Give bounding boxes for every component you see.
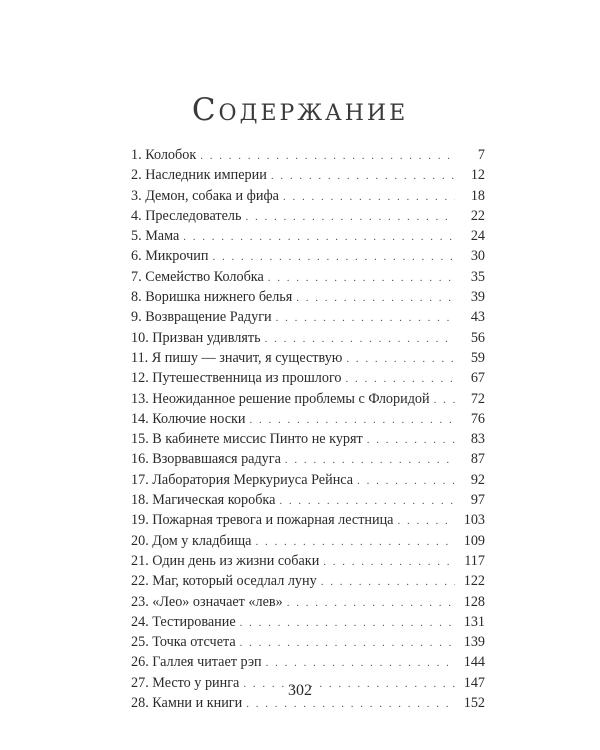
toc-entry-title: 14. Колючие носки (131, 410, 246, 427)
toc-dot-leader (268, 268, 455, 288)
toc-entry-page: 43 (470, 309, 485, 326)
toc-entry (131, 632, 485, 652)
toc-entry-page: 83 (470, 431, 485, 448)
toc-entry (131, 145, 485, 165)
page-number: 302 (288, 682, 312, 699)
toc-entry-page: 97 (470, 492, 485, 509)
toc-entry-title: 10. Призван удивлять (131, 329, 261, 346)
toc-entry (131, 652, 485, 672)
toc-dot-leader (321, 572, 455, 592)
toc-dot-leader (367, 430, 455, 450)
toc-entry-title: 27. Место у ринга (131, 674, 240, 691)
toc-entry-page: 87 (470, 451, 485, 468)
toc-entry-title: 3. Демон, собака и фифа (131, 187, 279, 204)
toc-entry (131, 592, 485, 612)
toc-entry-title: 12. Путешественница из прошлого (131, 370, 342, 387)
toc-entry-page: 35 (470, 268, 485, 285)
toc-entry (131, 287, 485, 307)
toc-dot-leader (296, 288, 455, 308)
toc-entry (131, 267, 485, 287)
toc-entry (131, 165, 485, 185)
toc-dot-leader (245, 207, 455, 227)
toc-entry-page: 117 (464, 552, 485, 569)
toc-entry-page: 147 (463, 674, 485, 691)
toc-dot-leader (285, 450, 455, 470)
toc-entry-title: 26. Галлея читает рэп (131, 654, 262, 671)
toc-entry-title: 20. Дом у кладбища (131, 532, 252, 549)
toc-entry (131, 612, 485, 632)
toc-entry (131, 510, 485, 530)
toc-dot-leader (434, 390, 455, 410)
toc-entry (131, 226, 485, 246)
toc-dot-leader (276, 308, 455, 328)
toc-entry-title: 5. Мама (131, 228, 180, 245)
toc-entry (131, 490, 485, 510)
toc-entry-page: 59 (470, 349, 485, 366)
toc-entry-page: 76 (470, 410, 485, 427)
toc-entry-title: 1. Колобок (131, 147, 197, 163)
toc-entry-page: 39 (470, 289, 485, 306)
toc-entry-title: 24. Тестирование (131, 613, 236, 630)
toc-entry (131, 348, 485, 368)
toc-entry (131, 531, 485, 551)
toc-dot-leader (183, 227, 455, 247)
toc-dot-leader (266, 653, 455, 673)
toc-entry (131, 206, 485, 226)
toc-entry-page: 7 (477, 147, 485, 163)
toc-entry (131, 449, 485, 469)
toc-entry-page: 122 (463, 573, 485, 590)
toc-dot-leader (255, 532, 455, 552)
toc-dot-leader (265, 329, 455, 349)
toc-entry (131, 328, 485, 348)
toc-entry (131, 186, 485, 206)
toc-dot-leader (249, 410, 455, 430)
toc-entry-title: 23. «Лео» означает «лев» (131, 593, 283, 610)
toc-entry-page: 109 (463, 532, 485, 549)
toc-entry-page: 72 (470, 390, 485, 407)
toc-entry-title: 19. Пожарная тревога и пожарная лестница (131, 512, 394, 529)
toc-dot-leader (346, 349, 455, 369)
toc-entry-title: 11. Я пишу — значит, я существую (131, 349, 343, 366)
toc-entry-title: 15. В кабинете миссис Пинто не курят (131, 431, 363, 448)
toc-dot-leader (346, 369, 456, 389)
toc-dot-leader (240, 613, 455, 633)
toc-entry-title: 2. Наследник империи (131, 167, 267, 184)
toc-entry-title: 4. Преследователь (131, 207, 242, 224)
toc-entry (131, 368, 485, 388)
toc-entry-title: 25. Точка отсчета (131, 634, 236, 651)
toc-entry-title: 22. Маг, который оседлал луну (131, 573, 317, 590)
toc-entry-page: 18 (470, 187, 485, 204)
toc-entry-title: 18. Магическая коробка (131, 492, 276, 509)
toc-entry-page: 92 (470, 471, 485, 488)
page-title: Содержание (191, 92, 409, 128)
toc-dot-leader (397, 511, 455, 531)
toc-entry-title: 8. Воришка нижнего белья (131, 289, 293, 306)
toc-entry-title: 21. Один день из жизни собаки (131, 552, 320, 569)
toc-entry-page: 12 (470, 167, 485, 184)
toc-dot-leader (323, 552, 455, 572)
toc-dot-leader (212, 247, 455, 267)
toc-entry (131, 571, 485, 591)
toc-entry (131, 307, 485, 327)
toc-entry (131, 470, 485, 490)
toc-entry-page: 24 (470, 228, 485, 245)
toc-entry (131, 429, 485, 449)
toc-dot-leader (200, 146, 455, 166)
toc-dot-leader (357, 471, 455, 491)
toc-entry (131, 409, 485, 429)
toc-entry-page: 67 (470, 370, 485, 387)
toc-entry (131, 389, 485, 409)
toc-entry-page: 144 (463, 654, 485, 671)
toc-entry-page: 30 (470, 248, 485, 265)
toc-dot-leader (240, 633, 455, 653)
toc-dot-leader (279, 491, 455, 511)
toc-entry (131, 551, 485, 571)
toc-entry-title: 17. Лаборатория Меркуриуса Рейнса (131, 471, 354, 488)
toc-dot-leader (271, 166, 455, 186)
toc-entry-title: 16. Взорвавшаяся радуга (131, 451, 281, 468)
toc-entry-page: 103 (463, 512, 485, 529)
toc-entry-title: 28. Камни и книги (131, 695, 243, 712)
toc-entry-title: 7. Семейство Колобка (131, 268, 264, 285)
toc-entry-page: 22 (470, 207, 485, 224)
toc-entry-page: 56 (470, 329, 485, 346)
toc-entry-title: 6. Микрочип (131, 248, 209, 265)
toc-entry-page: 139 (463, 634, 485, 651)
toc-entry-page: 152 (463, 695, 485, 712)
toc-entry-page: 128 (463, 593, 485, 610)
toc-entry-page: 131 (463, 613, 485, 630)
table-of-contents (131, 145, 485, 713)
toc-entry (131, 246, 485, 266)
toc-dot-leader (287, 593, 455, 613)
toc-dot-leader (283, 187, 455, 207)
toc-entry-title: 9. Возвращение Радуги (131, 309, 272, 326)
toc-entry-title: 13. Неожиданное решение проблемы с Флоридой (131, 390, 430, 407)
